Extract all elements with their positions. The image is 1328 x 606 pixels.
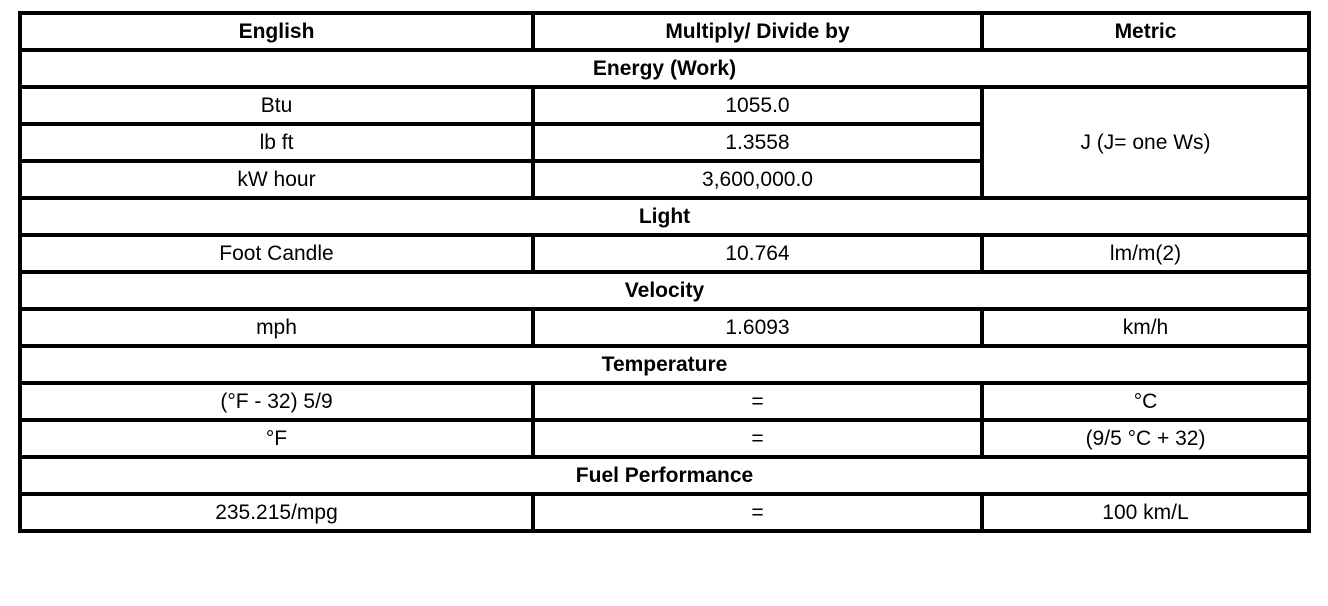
header-metric: Metric bbox=[982, 13, 1309, 50]
section-row bbox=[20, 50, 1309, 87]
section-row bbox=[20, 346, 1309, 383]
section-title-light: Light bbox=[20, 198, 1309, 235]
metric-cell: 100 km/L bbox=[982, 494, 1309, 531]
section-title-energy: Energy (Work) bbox=[20, 50, 1309, 87]
section-title-temperature: Temperature bbox=[20, 346, 1309, 383]
metric-cell: km/h bbox=[982, 309, 1309, 346]
metric-cell: (9/5 °C + 32) bbox=[982, 420, 1309, 457]
section-title-fuel-performance: Fuel Performance bbox=[20, 457, 1309, 494]
section-row bbox=[20, 457, 1309, 494]
section-row bbox=[20, 272, 1309, 309]
metric-cell: °C bbox=[982, 383, 1309, 420]
section-title-velocity: Velocity bbox=[20, 272, 1309, 309]
table-row bbox=[20, 383, 1309, 420]
metric-cell: J (J= one Ws) bbox=[982, 87, 1309, 198]
english-cell: Foot Candle bbox=[20, 235, 533, 272]
factor-cell: 3,600,000.0 bbox=[533, 161, 982, 198]
factor-cell: 1.3558 bbox=[533, 124, 982, 161]
table-row bbox=[20, 235, 1309, 272]
english-cell: mph bbox=[20, 309, 533, 346]
header-english: English bbox=[20, 13, 533, 50]
factor-cell: 10.764 bbox=[533, 235, 982, 272]
unit-conversion-table bbox=[18, 11, 1311, 533]
header-row bbox=[20, 13, 1309, 50]
table-row bbox=[20, 309, 1309, 346]
table-row bbox=[20, 494, 1309, 531]
english-cell: lb ft bbox=[20, 124, 533, 161]
table-row bbox=[20, 420, 1309, 457]
english-cell: °F bbox=[20, 420, 533, 457]
english-cell: (°F - 32) 5/9 bbox=[20, 383, 533, 420]
header-factor: Multiply/ Divide by bbox=[533, 13, 982, 50]
section-row bbox=[20, 198, 1309, 235]
factor-cell: = bbox=[533, 383, 982, 420]
factor-cell: 1.6093 bbox=[533, 309, 982, 346]
table-row bbox=[20, 87, 1309, 124]
factor-cell: = bbox=[533, 494, 982, 531]
english-cell: kW hour bbox=[20, 161, 533, 198]
english-cell: Btu bbox=[20, 87, 533, 124]
factor-cell: 1055.0 bbox=[533, 87, 982, 124]
english-cell: 235.215/mpg bbox=[20, 494, 533, 531]
factor-cell: = bbox=[533, 420, 982, 457]
metric-cell: lm/m(2) bbox=[982, 235, 1309, 272]
